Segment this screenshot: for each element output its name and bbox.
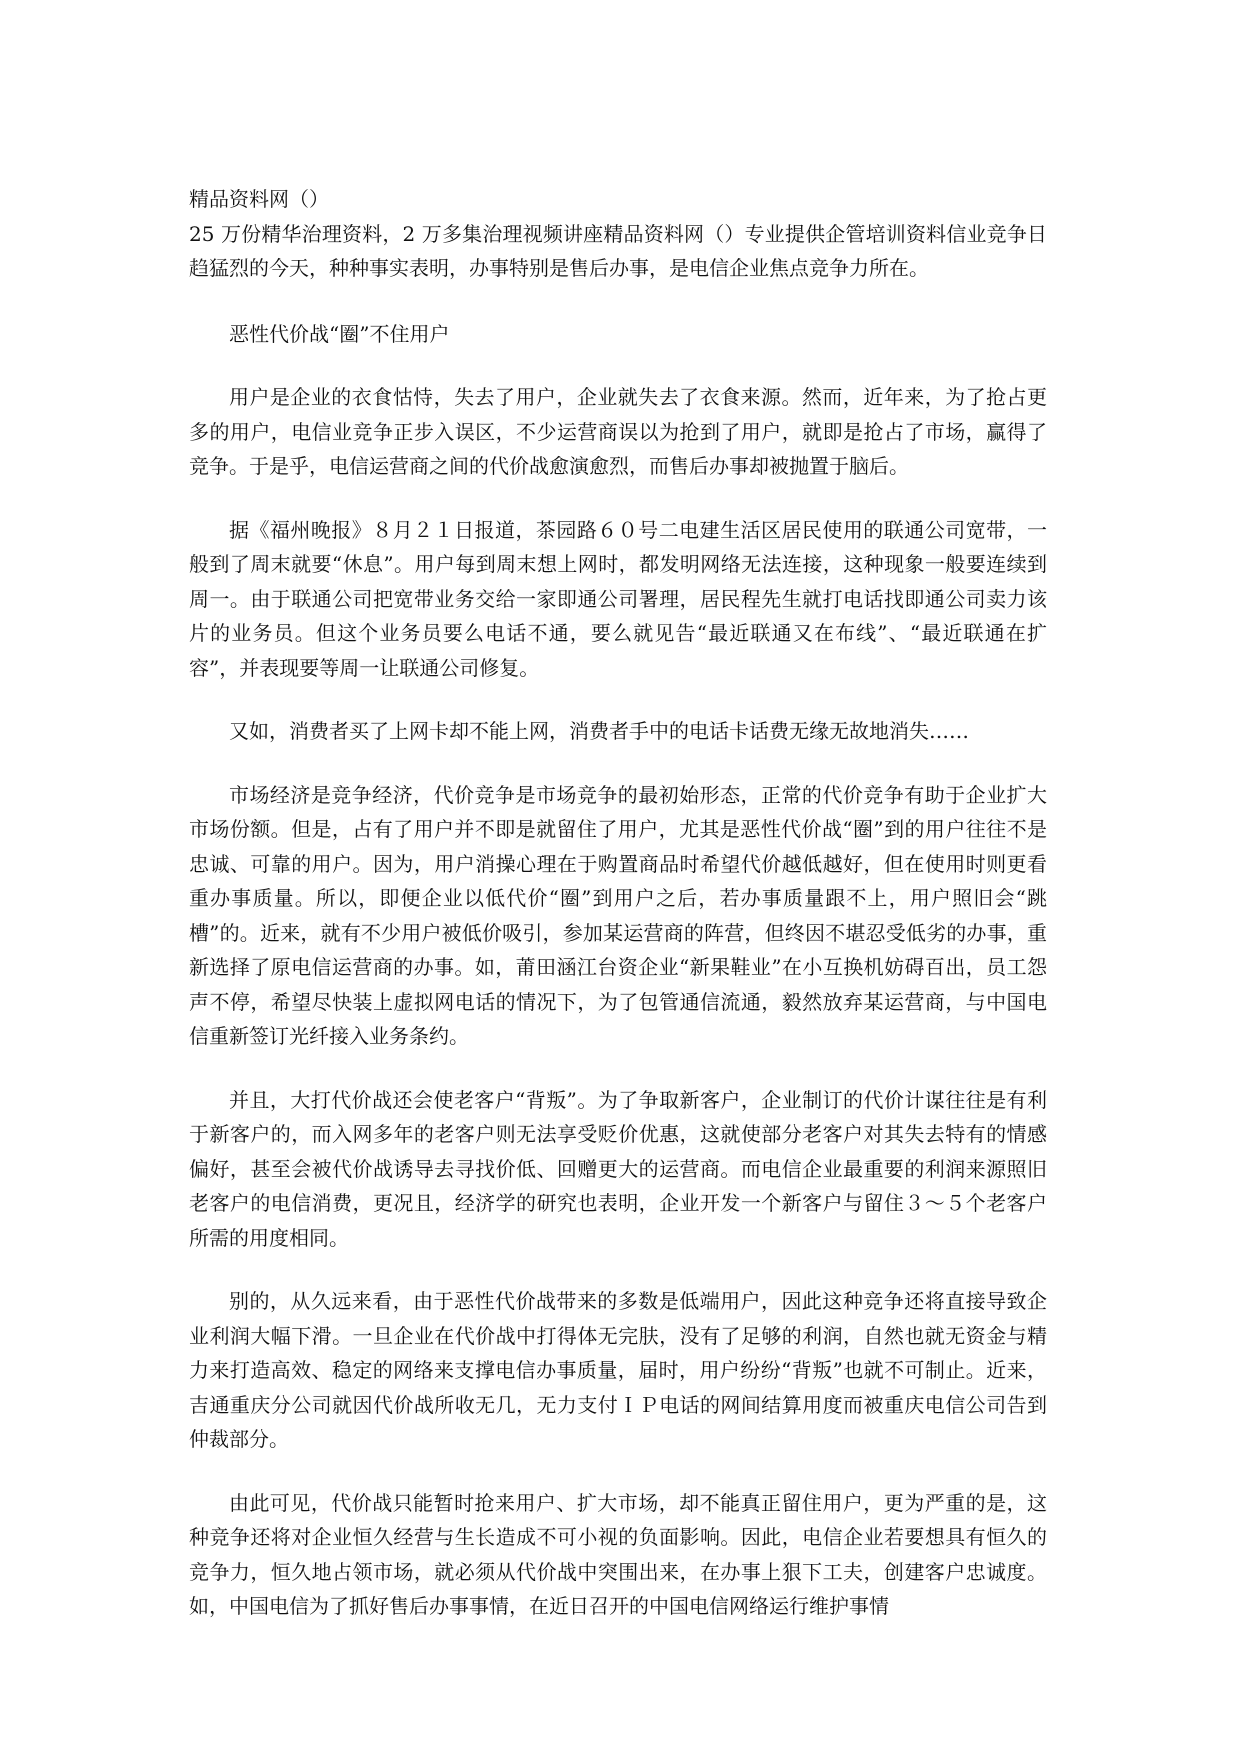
paragraph: 据《福州晚报》８月２１日报道，茶园路６０号二电建生活区居民使用的联通公司宽带，一般到了周末就要“休息”。用户每到周末想上网时，都发明网络无法连接，这种现象一般要连续到周一。由于联通公司把宽带业务交给一家即通公司署理，居民程先生就打电话找即通公司卖力该片的业务员。但这个业务员要么电话不通，要么就见告“最近联通又在布线”、“最近联通在扩容”，并表现要等周一让联通公司修复。 xyxy=(189,517,1047,680)
spacer xyxy=(189,1457,1047,1486)
paragraph: 又如，消费者买了上网卡却不能上网，消费者手中的电话卡话费无缘无故地消失…… xyxy=(229,719,969,743)
spacer xyxy=(189,351,1047,380)
paragraph: 用户是企业的衣食怙恃，失去了用户，企业就失去了衣食来源。然而，近年来，为了抢占更多的用户，电信业竞争正步入误区，不少运营商误以为抢到了用户，就即是抢占了市场，赢得了竞争。于是乎，电信运营商之间的代价战愈演愈烈，而售后办事却被抛置于脑后。 xyxy=(189,385,1047,478)
section-heading: 恶性代价战“圈”不住用户 xyxy=(229,321,450,346)
spacer xyxy=(189,484,1047,513)
paragraph: 别的，从久远来看，由于恶性代价战带来的多数是低端用户，因此这种竞争还将直接导致企业利润大幅下滑。一旦企业在代价战中打得体无完肤，没有了足够的利润，自然也就无资金与精力来打造高效、稳定的网络来支撑电信办事质量，届时，用户纷纷“背叛”也就不可制止。近来，吉通重庆分公司就因代价战所收无几，无力支付ＩＰ电话的网间结算用度而被重庆电信公司告到仲裁部分。 xyxy=(189,1289,1047,1451)
spacer xyxy=(189,1054,1047,1083)
document-body xyxy=(189,182,1047,1624)
source-line: 精品资料网（） xyxy=(189,187,329,211)
paragraph: 并且，大打代价战还会使老客户“背叛”。为了争取新客户，企业制订的代价计谋往往是有利于新客户的，而入网多年的老客户则无法享受贬价优惠，这就使部分老客户对其失去特有的情感偏好，甚至会被代价战诱导去寻找价低、回赠更大的运营商。而电信企业最重要的利润来源照旧老客户的电信消费，更况且，经济学的研究也表明，企业开发一个新客户与留住３～５个老客户所需的用度相同。 xyxy=(189,1087,1047,1250)
spacer xyxy=(189,286,1047,317)
spacer xyxy=(189,749,1047,778)
paragraph: 市场经济是竞争经济，代价竞争是市场竞争的最初始形态，正常的代价竞争有助于企业扩大市场份额。但是，占有了用户并不即是就留住了用户，尤其是恶性代价战“圈”到的用户往往不是忠诚、可靠的用户。因为，用户消操心理在于购置商品时希望代价越低越好，但在使用时则更看重办事质量。所以，即便企业以低代价“圈”到用户之后，若办事质量跟不上，用户照旧会“跳槽”的。近来，就有不少用户被低价吸引，参加某运营商的阵营，但终因不堪忍受低劣的办事，重新选择了原电信运营商的办事。如，莆田涵江台资企业“新果鞋业”在小互换机妨碍百出，员工怨声不停，希望尽快装上虚拟网电话的情况下，为了包管通信流通，毅然放弃某运营商，与中国电信重新签订光纤接入业务条约。 xyxy=(189,782,1047,1048)
paragraph: 由此可见，代价战只能暂时抢来用户、扩大市场，却不能真正留住用户，更为严重的是，这种竞争还将对企业恒久经营与生长造成不可小视的负面影响。因此，电信企业若要想具有恒久的竞争力，恒久地占领市场，就必须从代价战中突围出来，在办事上狠下工夫，创建客户忠诚度。如，中国电信为了抓好售后办事事情，在近日召开的中国电信网络运行维护事情 xyxy=(189,1490,1047,1618)
spacer xyxy=(189,1255,1047,1284)
spacer xyxy=(189,685,1047,714)
intro-paragraph: 25 万份精华治理资料，2 万多集治理视频讲座精品资料网（）专业提供企管培训资料信业竞争日趋猛烈的今天，种种事实表明，办事特别是售后办事，是电信企业焦点竞争力所在。 xyxy=(189,221,1047,280)
